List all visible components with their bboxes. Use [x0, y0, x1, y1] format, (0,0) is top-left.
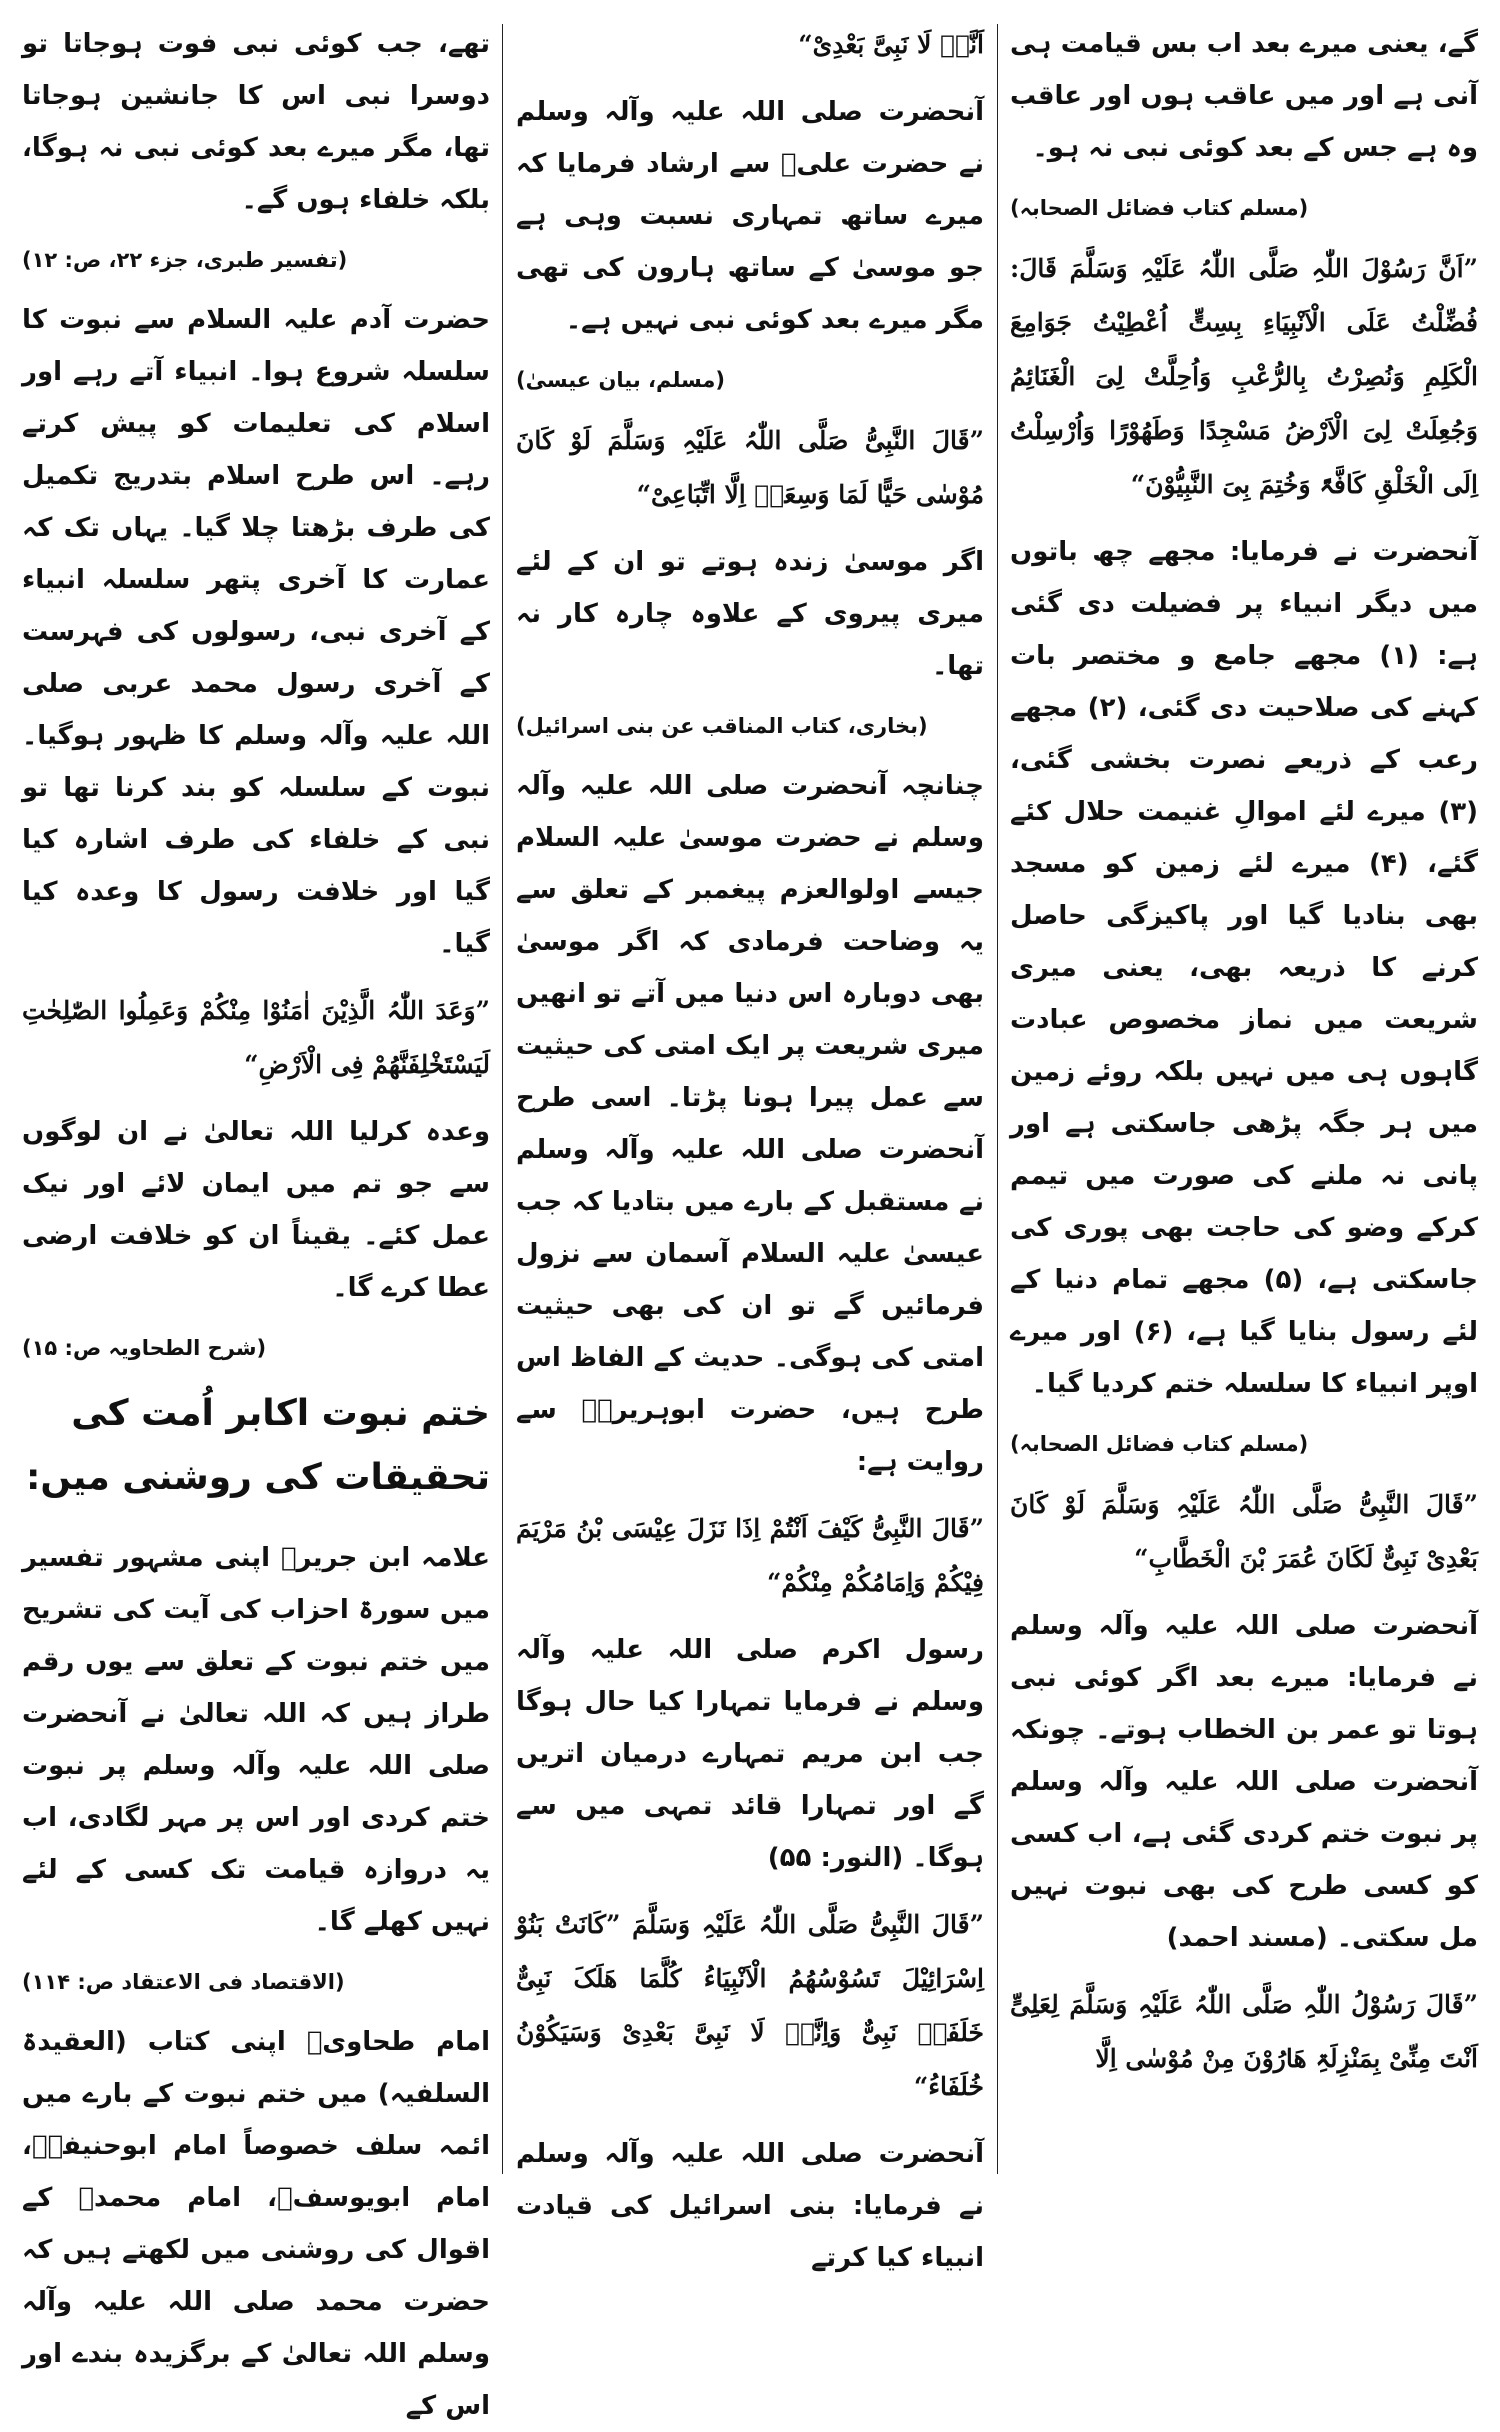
reference-citation: (مسلم، بیان عیسیٰ) — [516, 368, 726, 392]
arabic-quote: ”اَنَّ رَسُوْلَ اللّٰہِ صَلَّی اللّٰہُ عَلَیْہِ وَسَلَّمَ قَالَ: فُضِّلْتُ عَلَی الْاَنْبِیَاءِ بِسِتٍّ اُعْطِیْتُ جَوَامِعَ الْکَلِمِ وَنُصِرْتُ بِالرُّعْبِ وَاُحِلَّتْ لِیَ الْغَنَائِمُ وَجُعِلَتْ لِیَ الْاَرْضُ مَسْجِدًا وَطَھُوْرًا وَاُرْسِلْتُ اِلَی الْخَلْقِ کَافَّۃً وَخُتِمَ بِیَ النَّبِیُّوْنَ“ — [1010, 254, 1478, 499]
paragraph: امام طحاویؒ اپنی کتاب (العقیدۃ السلفیہ) میں ختم نبوت کے بارے میں ائمہ سلف خصوصاً امام ابوحنیفہؒ، امام ابویوسفؒ، امام محمدؒ کے اقوال کی روشنی میں لکھتے ہیں کہ حضرت محمد صلی اللہ علیہ وآلہ وسلم اللہ تعالیٰ کے برگزیدہ بندے اور اس کے — [22, 2027, 490, 2421]
reference-citation: (مسلم کتاب فضائل الصحابہ) — [1010, 1432, 1309, 1456]
arabic-quote: ”وَعَدَ اللّٰہُ الَّذِیْنَ اٰمَنُوْا مِنْکُمْ وَعَمِلُوا الصّٰلِحٰتِ لَیَسْتَخْلِفَنَّھُمْ فِی الْاَرْضِ“ — [22, 996, 490, 1079]
text-column-right — [1010, 18, 1478, 2182]
paragraph: تھے، جب کوئی نبی فوت ہوجاتا تو دوسرا نبی اس کا جانشین ہوجاتا تھا، مگر میرے بعد کوئی نبی نہ ہوگا، بلکہ خلفاء ہوں گے۔ — [22, 29, 490, 215]
text-column-middle — [516, 18, 984, 2273]
paragraph: رسول اکرم صلی اللہ علیہ وآلہ وسلم نے فرمایا تمہارا کیا حال ہوگا جب ابن مریم تمہارے درمیان اتریں گے اور تمہارا قائد تمہی میں سے ہوگا۔ (النور: ۵۵) — [516, 1635, 984, 1873]
paragraph: حضرت آدم علیہ السلام سے نبوت کا سلسلہ شروع ہوا۔ انبیاء آتے رہے اور اسلام کی تعلیمات کو پیش کرتے رہے۔ اس طرح اسلام بتدریج تکمیل کی طرف بڑھتا چلا گیا۔ یہاں تک کہ عمارت کا آخری پتھر سلسلہ انبیاء کے آخری نبی، رسولوں کی فہرست کے آخری رسول محمد عربی صلی اللہ علیہ وآلہ وسلم کا ظہور ہوگیا۔ نبوت کے سلسلہ کو بند کرنا تھا تو نبی کے خلفاء کی طرف اشارہ کیا گیا اور خلافت رسول کا وعدہ کیا گیا۔ — [22, 305, 490, 959]
reference-citation: (بخاری، کتاب المناقب عن بنی اسرائیل) — [516, 714, 928, 738]
paragraph: وعدہ کرلیا اللہ تعالیٰ نے ان لوگوں سے جو تم میں ایمان لائے اور نیک عمل کئے۔ یقیناً ان کو خلافت ارضی عطا کرے گا۔ — [22, 1117, 490, 1303]
section-heading: ختم نبوت اکابر اُمت کی تحقیقات کی روشنی میں: — [25, 1393, 490, 1498]
paragraph: چنانچہ آنحضرت صلی اللہ علیہ وآلہ وسلم نے حضرت موسیٰ علیہ السلام جیسے اولوالعزم پیغمبر کے تعلق سے یہ وضاحت فرمادی کہ اگر موسیٰ بھی دوبارہ اس دنیا میں آتے تو انھیں میری شریعت پر ایک امتی کی حیثیت سے عمل پیرا ہونا پڑتا۔ اسی طرح آنحضرت صلی اللہ علیہ وآلہ وسلم نے مستقبل کے بارے میں بتادیا کہ جب عیسیٰ علیہ السلام آسمان سے نزول فرمائیں گے تو ان کی بھی حیثیت امتی کی ہوگی۔ حدیث کے الفاظ اس طرح ہیں، حضرت ابوہریرہؓ سے روایت ہے: — [516, 771, 984, 1477]
paragraph: گے، یعنی میرے بعد اب بس قیامت ہی آنی ہے اور میں عاقب ہوں اور عاقب وہ ہے جس کے بعد کوئی نبی نہ ہو۔ — [1010, 29, 1478, 163]
arabic-quote: ”قَالَ النَّبِیُّ کَیْفَ اَنْتُمْ اِذَا نَزَلَ عِیْسَی بْنُ مَرْیَمَ فِیْکُمْ وَاِمَامُکُمْ مِنْکُمْ“ — [516, 1514, 984, 1597]
reference-citation: (الاقتصاد فی الاعتقاد ص: ۱۱۴) — [22, 1970, 345, 1994]
reference-citation: (شرح الطحاویہ ص: ۱۵) — [22, 1336, 267, 1360]
column-divider — [502, 24, 503, 2174]
text-column-left — [22, 18, 490, 2421]
paragraph: علامہ ابن جریرؒ اپنی مشہور تفسیر میں سورۃ احزاب کی آیت کی تشریح میں ختم نبوت کے تعلق سے یوں رقم طراز ہیں کہ اللہ تعالیٰ نے آنحضرت صلی اللہ علیہ وآلہ وسلم پر نبوت ختم کردی اور اس پر مہر لگادی، اب یہ دروازہ قیامت تک کسی کے لئے نہیں کھلے گا۔ — [22, 1543, 490, 1937]
paragraph: آنحضرت صلی اللہ علیہ وآلہ وسلم نے فرمایا: میرے بعد اگر کوئی نبی ہوتا تو عمر بن الخطاب ہوتے۔ چونکہ آنحضرت صلی اللہ علیہ وآلہ وسلم پر نبوت ختم کردی گئی ہے، اب کسی کو کسی طرح کی بھی نبوت نہیں مل سکتی۔ (مسند احمد) — [1010, 1611, 1478, 1953]
arabic-quote: اَنَّہٗ لَا نَبِیَّ بَعْدِیْ“ — [798, 30, 984, 59]
arabic-quote: ”قَالَ رَسُوْلُ اللّٰہِ صَلَّی اللّٰہُ عَلَیْہِ وَسَلَّمَ لِعَلِیٍّ اَنْتَ مِنِّیْ بِمَنْزِلَۃِ ھَارُوْنَ مِنْ مُوْسٰی اِلَّا — [1010, 1990, 1478, 2073]
column-divider — [997, 24, 998, 2174]
arabic-quote: ”قَالَ النَّبِیُّ صَلَّی اللّٰہُ عَلَیْہِ وَسَلَّمَ ”کَانَتْ بَنُوْ اِسْرَائِیْلَ تَسُوْسُھُمُ الْاَنْبِیَاءُ کُلَّمَا ھَلَکَ نَبِیٌّ خَلَفَہٗ نَبِیٌّ وَاِنَّہٗ لَا نَبِیَّ بَعْدِیْ وَسَیَکُوْنُ خُلَفَاءُ“ — [516, 1910, 984, 2101]
paragraph: آنحضرت صلی اللہ علیہ وآلہ وسلم نے فرمایا: بنی اسرائیل کی قیادت انبیاء کیا کرتے — [516, 2139, 984, 2273]
arabic-quote: ”قَالَ النَّبِیُّ صَلَّی اللّٰہُ عَلَیْہِ وَسَلَّمَ لَوْ کَانَ مُوْسٰی حَیًّا لَمَا وَسِعَہٗ اِلَّا اتِّبَاعِیْ“ — [516, 426, 984, 509]
paragraph: آنحضرت نے فرمایا: مجھے چھ باتوں میں دیگر انبیاء پر فضیلت دی گئی ہے: (۱) مجھے جامع و مختصر بات کہنے کی صلاحیت دی گئی، (۲) مجھے رعب کے ذریعے نصرت بخشی گئی، (۳) میرے لئے اموالِ غنیمت حلال کئے گئے، (۴) میرے لئے زمین کو مسجد بھی بنادیا گیا اور پاکیزگی حاصل کرنے کا ذریعہ بھی، یعنی میری شریعت میں نماز مخصوص عبادت گاہوں ہی میں نہیں بلکہ روئے زمین میں ہر جگہ پڑھی جاسکتی ہے اور پانی نہ ملنے کی صورت میں تیمم کرکے وضو کی حاجت بھی پوری کی جاسکتی ہے، (۵) مجھے تمام دنیا کے لئے رسول بنایا گیا ہے، (۶) اور میرے اوپر انبیاء کا سلسلہ ختم کردیا گیا۔ — [1010, 537, 1479, 1399]
document-page — [22, 18, 1479, 2421]
paragraph: آنحضرت صلی اللہ علیہ وآلہ وسلم نے حضرت علیؓ سے ارشاد فرمایا کہ میرے ساتھ تمہاری نسبت وہی ہے جو موسیٰ کے ساتھ ہارون کی تھی مگر میرے بعد کوئی نبی نہیں ہے۔ — [516, 97, 984, 335]
reference-citation: (مسلم کتاب فضائل الصحابہ) — [1010, 196, 1309, 220]
arabic-quote: ”قَالَ النَّبِیُّ صَلَّی اللّٰہُ عَلَیْہِ وَسَلَّمَ لَوْ کَانَ بَعْدِیْ نَبِیٌّ لَکَانَ عُمَرَ بْنَ الْخَطَّابِ“ — [1010, 1490, 1478, 1573]
paragraph: اگر موسیٰ زندہ ہوتے تو ان کے لئے میری پیروی کے علاوہ چارہ کار نہ تھا۔ — [516, 547, 984, 681]
reference-citation: (تفسیر طبری، جزء ۲۲، ص: ۱۲) — [22, 248, 348, 272]
